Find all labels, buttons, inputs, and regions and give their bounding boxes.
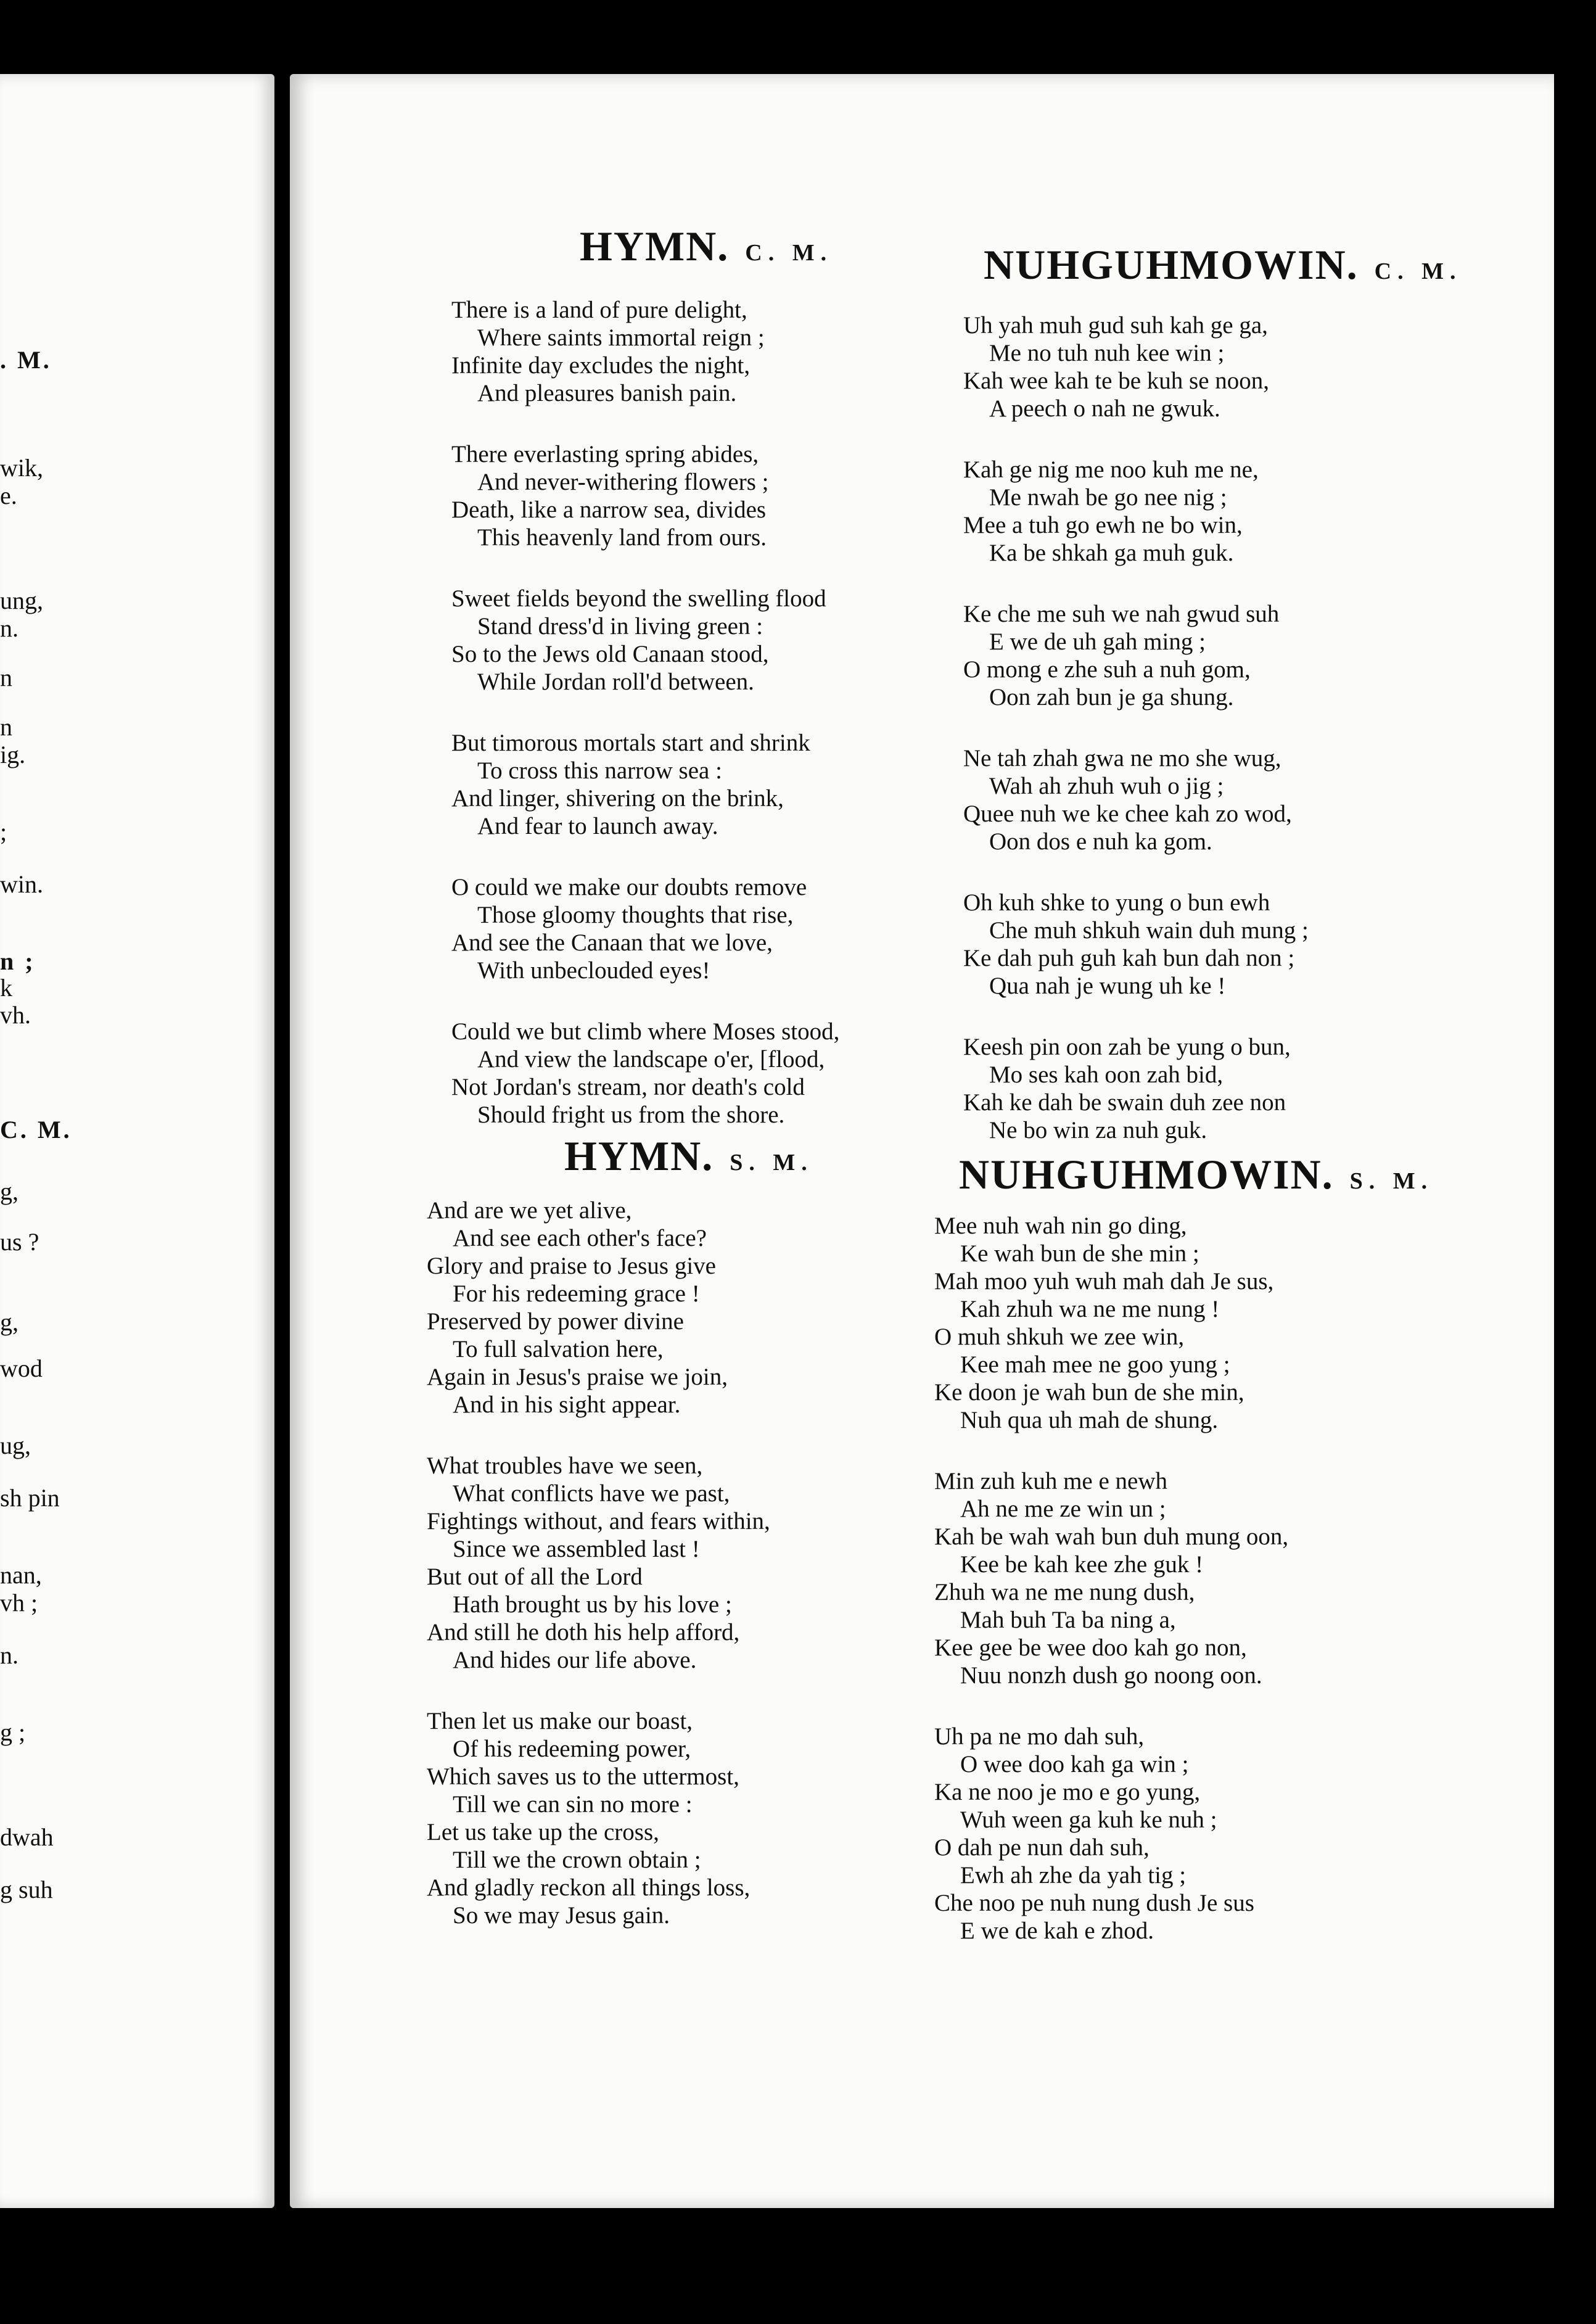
verse-line: And see each other's face? bbox=[453, 1225, 707, 1251]
verse-line: Nuu nonzh dush go noong oon. bbox=[960, 1662, 1262, 1689]
verse bbox=[963, 744, 1309, 855]
verse-line: Could we but climb where Moses stood, bbox=[451, 1018, 840, 1045]
left-page-fragment: . M. bbox=[0, 346, 52, 374]
verse-line: Ke doon je wah bun de she min, bbox=[934, 1379, 1244, 1406]
verse-line: Oon zah bun je ga shung. bbox=[989, 684, 1234, 711]
left-page-fragment: k bbox=[0, 974, 12, 1002]
verse-line: Uh yah muh gud suh kah ge ga, bbox=[963, 312, 1268, 339]
left-page-fragment: g suh bbox=[0, 1876, 53, 1903]
verse-line: Glory and praise to Jesus give bbox=[427, 1253, 716, 1279]
verse bbox=[451, 585, 839, 696]
verse-line: Of his redeeming power, bbox=[453, 1736, 691, 1762]
verse-line: Kah ge nig me noo kuh me ne, bbox=[963, 456, 1259, 483]
verse-line: There everlasting spring abides, bbox=[451, 441, 759, 468]
verse-line: Ke wah bun de she min ; bbox=[960, 1240, 1199, 1267]
verse-line: Those gloomy thoughts that rise, bbox=[477, 902, 794, 928]
verse-line: Fightings without, and fears within, bbox=[427, 1508, 770, 1535]
verse-line: Which saves us to the uttermost, bbox=[427, 1763, 739, 1790]
verse-line: Mee nuh wah nin go ding, bbox=[934, 1213, 1187, 1239]
hymn-cm-title-text: HYMN. bbox=[580, 223, 730, 270]
verse-line: Again in Jesus's praise we join, bbox=[427, 1364, 728, 1390]
left-page-fragment: vh. bbox=[0, 1001, 31, 1029]
verse-line: This heavenly land from ours. bbox=[477, 524, 767, 551]
verse-line: And in his sight appear. bbox=[453, 1391, 681, 1418]
verse bbox=[451, 1018, 839, 1129]
verse-line: For his redeeming grace ! bbox=[453, 1280, 700, 1307]
verse bbox=[451, 729, 839, 840]
verse-line: Since we assembled last ! bbox=[453, 1536, 700, 1562]
left-page-fragment: n bbox=[0, 664, 12, 691]
verse-line: Stand dress'd in living green : bbox=[477, 613, 763, 640]
verse bbox=[427, 1707, 770, 1929]
verse-line: O wee doo kah ga win ; bbox=[960, 1751, 1189, 1778]
hymn-sm-title-text: HYMN. bbox=[564, 1132, 714, 1179]
verse-line: Mah moo yuh wuh mah dah Je sus, bbox=[934, 1268, 1274, 1295]
left-page-fragment: ig. bbox=[0, 741, 26, 768]
verse bbox=[934, 1212, 1288, 1434]
hymn-cm-meter: C. M. bbox=[745, 240, 833, 266]
verse-line: Zhuh wa ne me nung dush, bbox=[934, 1579, 1195, 1605]
verse-line: With unbeclouded eyes! bbox=[477, 957, 710, 984]
verse-line: And pleasures banish pain. bbox=[477, 380, 737, 406]
nuhguhmowin-cm-title bbox=[984, 241, 1462, 289]
verse-line: Ne tah zhah gwa ne mo she wug, bbox=[963, 745, 1281, 772]
verse-line: Infinite day excludes the night, bbox=[451, 352, 751, 379]
right-page bbox=[290, 74, 1554, 2208]
verse-line: Death, like a narrow sea, divides bbox=[451, 497, 767, 523]
verse-line: Ewh ah zhe da yah tig ; bbox=[960, 1862, 1187, 1889]
verse-line: But out of all the Lord bbox=[427, 1564, 643, 1590]
verse-line: Mee a tuh go ewh ne bo win, bbox=[963, 512, 1243, 538]
hymn-sm-lyrics bbox=[427, 1197, 770, 1963]
verse bbox=[963, 889, 1309, 1000]
verse-line: Preserved by power divine bbox=[427, 1308, 684, 1335]
verse-line: To full salvation here, bbox=[453, 1336, 664, 1362]
verse bbox=[934, 1467, 1288, 1689]
verse-line: Kee gee be wee doo kah go non, bbox=[934, 1634, 1247, 1661]
verse-line: Qua nah je wung uh ke ! bbox=[989, 973, 1226, 999]
verse-line: Then let us make our boast, bbox=[427, 1708, 693, 1734]
verse-line: There is a land of pure delight, bbox=[451, 297, 747, 323]
left-page-fragment: n. bbox=[0, 1641, 19, 1669]
left-page-fragment: e. bbox=[0, 482, 17, 509]
verse-line: O muh shkuh we zee win, bbox=[934, 1324, 1185, 1350]
verse-line: O mong e zhe suh a nuh gom, bbox=[963, 656, 1251, 683]
verse bbox=[451, 873, 839, 984]
verse-line: Me no tuh nuh kee win ; bbox=[989, 340, 1225, 366]
verse bbox=[451, 296, 839, 407]
nuhguhmowin-sm-title bbox=[959, 1150, 1433, 1199]
verse-line: Till we the crown obtain ; bbox=[453, 1847, 701, 1873]
verse-line: Kah be wah wah bun duh mung oon, bbox=[934, 1523, 1289, 1550]
verse-line: And linger, shivering on the brink, bbox=[451, 785, 784, 812]
left-page-fragment: wod bbox=[0, 1354, 43, 1382]
verse-line: Let us take up the cross, bbox=[427, 1819, 659, 1845]
verse-line: Till we can sin no more : bbox=[453, 1791, 693, 1818]
left-page-fragment: us ? bbox=[0, 1228, 39, 1256]
verse-line: Should fright us from the shore. bbox=[477, 1102, 785, 1128]
verse-line: To cross this narrow sea : bbox=[477, 757, 722, 784]
verse-line: And see the Canaan that we love, bbox=[451, 929, 773, 956]
verse-line: Ke dah puh guh kah bun dah non ; bbox=[963, 945, 1295, 971]
verse-line: E we de uh gah ming ; bbox=[989, 628, 1206, 655]
verse-line: Keesh pin oon zah be yung o bun, bbox=[963, 1034, 1291, 1060]
verse-line: Che noo pe nuh nung dush Je sus bbox=[934, 1890, 1254, 1916]
verse-line: Oon dos e nuh ka gom. bbox=[989, 828, 1212, 855]
left-page-fragment: vh ; bbox=[0, 1589, 38, 1617]
verse-line: Ka ne noo je mo e go yung, bbox=[934, 1779, 1201, 1805]
verse-line: Ke che me suh we nah gwud suh bbox=[963, 601, 1280, 627]
verse-line: And still he doth his help afford, bbox=[427, 1619, 740, 1646]
verse-line: Sweet fields beyond the swelling flood bbox=[451, 585, 826, 612]
verse-line: A peech o nah ne gwuk. bbox=[989, 395, 1220, 422]
verse-line: So to the Jews old Canaan stood, bbox=[451, 641, 769, 667]
verse-line: Hath brought us by his love ; bbox=[453, 1591, 732, 1618]
verse-line: But timorous mortals start and shrink bbox=[451, 730, 810, 756]
verse bbox=[963, 456, 1309, 567]
verse-line: And hides our life above. bbox=[453, 1647, 697, 1673]
left-page-fragment: ; bbox=[0, 818, 7, 846]
left-page-fragment: win. bbox=[0, 870, 43, 898]
verse-line: Kee mah mee ne goo yung ; bbox=[960, 1351, 1230, 1378]
verse-line: Ah ne me ze win un ; bbox=[960, 1496, 1166, 1522]
nuhguhmowin-cm-lyrics bbox=[963, 311, 1309, 1177]
left-page-fragment: g, bbox=[0, 1177, 19, 1205]
verse-line: Quee nuh we ke chee kah zo wod, bbox=[963, 801, 1292, 827]
left-page-fragment: C. M. bbox=[0, 1116, 72, 1143]
verse-line: Kah ke dah be swain duh zee non bbox=[963, 1089, 1286, 1116]
verse-line: What conflicts have we past, bbox=[453, 1480, 730, 1507]
verse-line: E we de kah e zhod. bbox=[960, 1918, 1154, 1944]
verse bbox=[427, 1452, 770, 1674]
verse-line: Che muh shkuh wain duh mung ; bbox=[989, 917, 1309, 944]
left-page-fragment: ung, bbox=[0, 587, 43, 614]
hymn-cm-title bbox=[580, 222, 833, 271]
verse bbox=[934, 1723, 1288, 1945]
left-page-fragment: n ; bbox=[0, 947, 36, 975]
nuhguhmowin-sm-title-text: NUHGUHMOWIN. bbox=[959, 1151, 1334, 1198]
verse-line: Mo ses kah oon zah bid, bbox=[989, 1061, 1224, 1088]
verse-line: While Jordan roll'd between. bbox=[477, 669, 754, 695]
nuhguhmowin-cm-title-text: NUHGUHMOWIN. bbox=[984, 241, 1359, 288]
verse bbox=[451, 440, 839, 551]
verse-line: What troubles have we seen, bbox=[427, 1452, 703, 1479]
left-page-fragment: n bbox=[0, 713, 12, 741]
verse-line: Me nwah be go nee nig ; bbox=[989, 484, 1227, 511]
verse bbox=[963, 600, 1309, 711]
verse-line: Wah ah zhuh wuh o jig ; bbox=[989, 773, 1224, 799]
verse-line: Kah wee kah te be kuh se noon, bbox=[963, 368, 1270, 394]
verse-line: Wuh ween ga kuh ke nuh ; bbox=[960, 1807, 1217, 1833]
hymn-sm-title bbox=[564, 1132, 813, 1181]
verse-line: And view the landscape o'er, [flood, bbox=[477, 1046, 825, 1073]
verse-line: O dah pe nun dah suh, bbox=[934, 1834, 1150, 1861]
left-page-fragment: nan, bbox=[0, 1561, 42, 1589]
left-page-fragment: sh pin bbox=[0, 1484, 60, 1512]
verse-line: Where saints immortal reign ; bbox=[477, 324, 765, 351]
verse-line: Not Jordan's stream, nor death's cold bbox=[451, 1074, 805, 1100]
verse-line: Min zuh kuh me e newh bbox=[934, 1468, 1168, 1494]
verse bbox=[963, 311, 1309, 422]
verse-line: And are we yet alive, bbox=[427, 1197, 632, 1224]
hymn-cm-lyrics bbox=[451, 296, 839, 1162]
verse-line: Ne bo win za nuh guk. bbox=[989, 1117, 1207, 1143]
verse-line: Ka be shkah ga muh guk. bbox=[989, 540, 1234, 566]
verse bbox=[427, 1197, 770, 1419]
verse-line: And fear to launch away. bbox=[477, 813, 718, 839]
verse-line: Nuh qua uh mah de shung. bbox=[960, 1407, 1219, 1433]
left-page-fragment: wik, bbox=[0, 454, 43, 482]
verse-line: And gladly reckon all things loss, bbox=[427, 1874, 751, 1901]
verse-line: And never-withering flowers ; bbox=[477, 469, 769, 495]
left-page-fragment: dwah bbox=[0, 1823, 54, 1851]
verse-line: So we may Jesus gain. bbox=[453, 1902, 670, 1929]
nuhguhmowin-sm-lyrics bbox=[934, 1212, 1288, 1978]
verse-line: O could we make our doubts remove bbox=[451, 874, 807, 900]
hymn-sm-meter: S. M. bbox=[730, 1150, 813, 1176]
verse-line: Kee be kah kee zhe guk ! bbox=[960, 1551, 1204, 1578]
left-page bbox=[0, 74, 274, 2208]
left-page-fragment: g ; bbox=[0, 1718, 26, 1746]
verse-line: Oh kuh shke to yung o bun ewh bbox=[963, 889, 1270, 916]
verse-line: Mah buh Ta ba ning a, bbox=[960, 1607, 1176, 1633]
verse-line: Kah zhuh wa ne me nung ! bbox=[960, 1296, 1220, 1322]
left-page-fragment: n. bbox=[0, 614, 19, 642]
verse bbox=[963, 1033, 1309, 1144]
verse-line: Uh pa ne mo dah suh, bbox=[934, 1723, 1145, 1750]
nuhguhmowin-sm-meter: S. M. bbox=[1349, 1168, 1434, 1194]
left-page-fragment: g, bbox=[0, 1308, 19, 1336]
left-page-fragment: ug, bbox=[0, 1432, 31, 1459]
nuhguhmowin-cm-meter: C. M. bbox=[1374, 258, 1462, 284]
